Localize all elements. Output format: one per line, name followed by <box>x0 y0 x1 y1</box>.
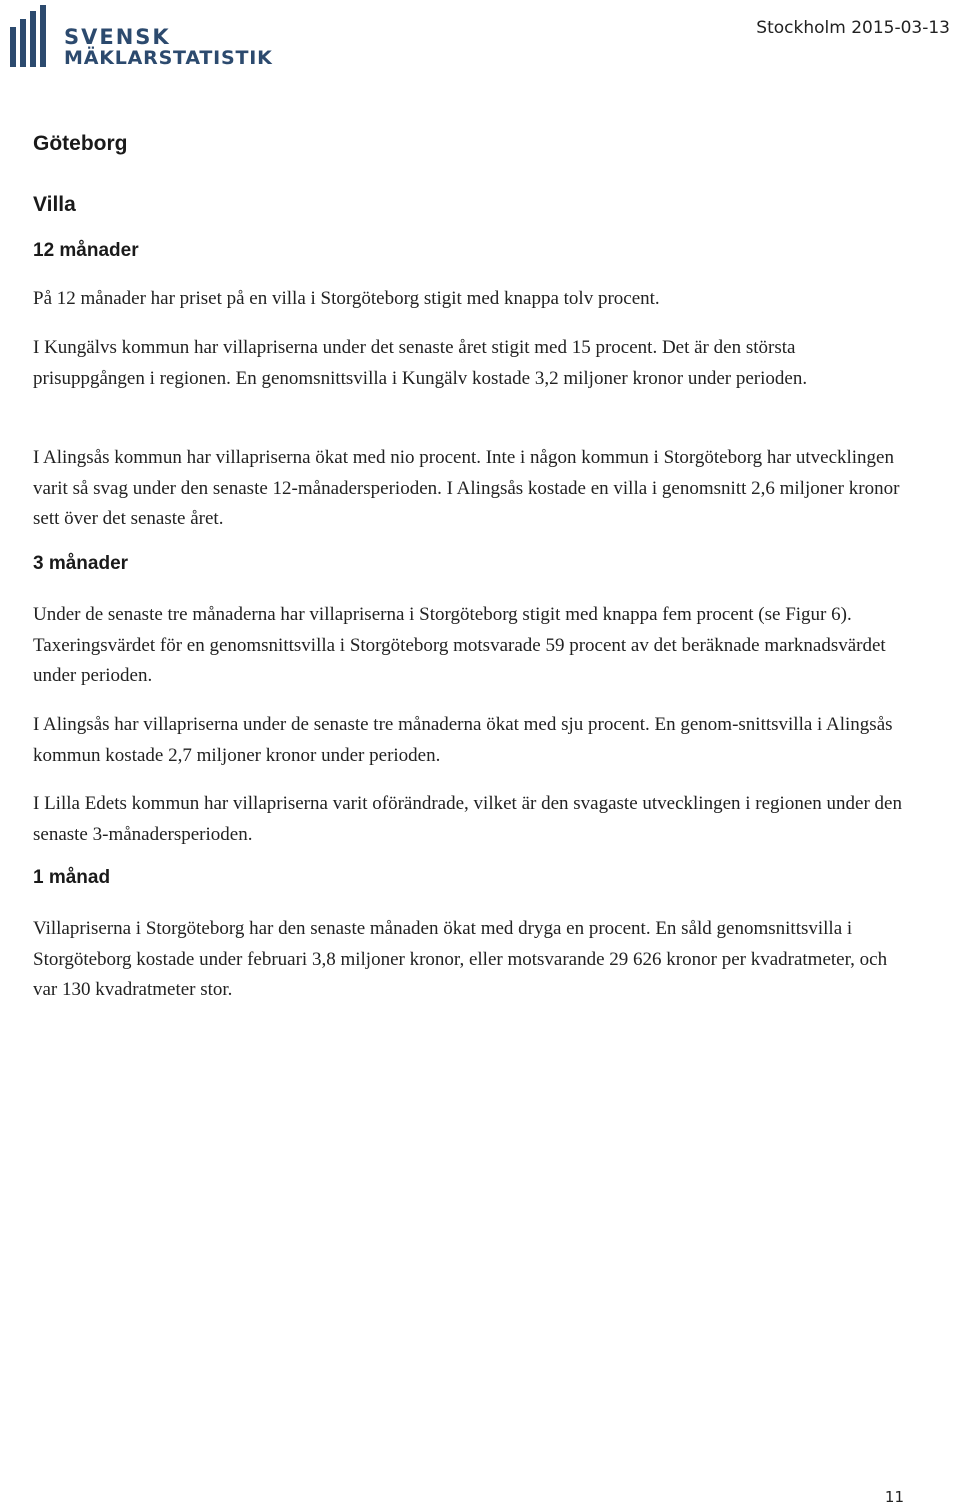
page-number: 11 <box>884 1488 904 1506</box>
period-heading-12-months: 12 månader <box>33 240 139 261</box>
logo-bars-icon <box>10 5 55 67</box>
logo-line-2: MÄKLARSTATISTIK <box>64 47 273 69</box>
paragraph: I Alingsås har villapriserna under de senaste tre månaderna ökat med sju procent. En genom-snittsvilla i Alingsås kommun kostade 2,7 miljoner kronor under perioden. <box>33 714 893 766</box>
paragraph: I Kungälvs kommun har villapriserna under det senaste året stigit med 15 procent. Det är den största prisuppgången i regionen. En genomsnittsvilla i Kungälv kostade 3,2 miljoner kronor under perioden. <box>33 337 808 389</box>
paragraph: I Alingsås kommun har villapriserna ökat med nio procent. Inte i någon kommun i Storgöteborg har utvecklingen varit så svag under den senaste 12-månadersperioden. I Alingsås kostade en villa i genomsnitt 2,6 miljoner kronor sett över det senaste året. <box>33 447 900 529</box>
page-header <box>0 0 960 80</box>
svensk-maklarstatistik-logo <box>10 5 280 71</box>
subsection-title: Villa <box>33 193 76 216</box>
section-title: Göteborg <box>33 132 128 155</box>
logo-line-1: SVENSK <box>64 25 171 49</box>
logo-wordmark <box>64 27 273 68</box>
paragraph: I Lilla Edets kommun har villapriserna varit oförändrade, vilket är den svagaste utvecklingen i regionen under den senaste 3-månadersperioden. <box>33 793 902 845</box>
paragraph: Villapriserna i Storgöteborg har den senaste månaden ökat med dryga en procent. En såld genomsnittsvilla i Storgöteborg kostade under februari 3,8 miljoner kronor, eller motsvarande 29 626 kronor per kvadratmeter, och var 130 kvadratmeter stor. <box>33 918 888 1000</box>
paragraph: Under de senaste tre månaderna har villapriserna i Storgöteborg stigit med knappa fem procent (se Figur 6). Taxeringsvärdet för en genomsnittsvilla i Storgöteborg motsvarade 59 procent av det beräknade marknadsvärdet under perioden. <box>33 604 886 686</box>
period-heading-1-month: 1 månad <box>33 867 111 888</box>
period-heading-3-months: 3 månader <box>33 553 129 574</box>
paragraph: På 12 månader har priset på en villa i Storgöteborg stigit med knappa tolv procent. <box>33 288 660 309</box>
header-date: Stockholm 2015-03-13 <box>756 18 950 38</box>
